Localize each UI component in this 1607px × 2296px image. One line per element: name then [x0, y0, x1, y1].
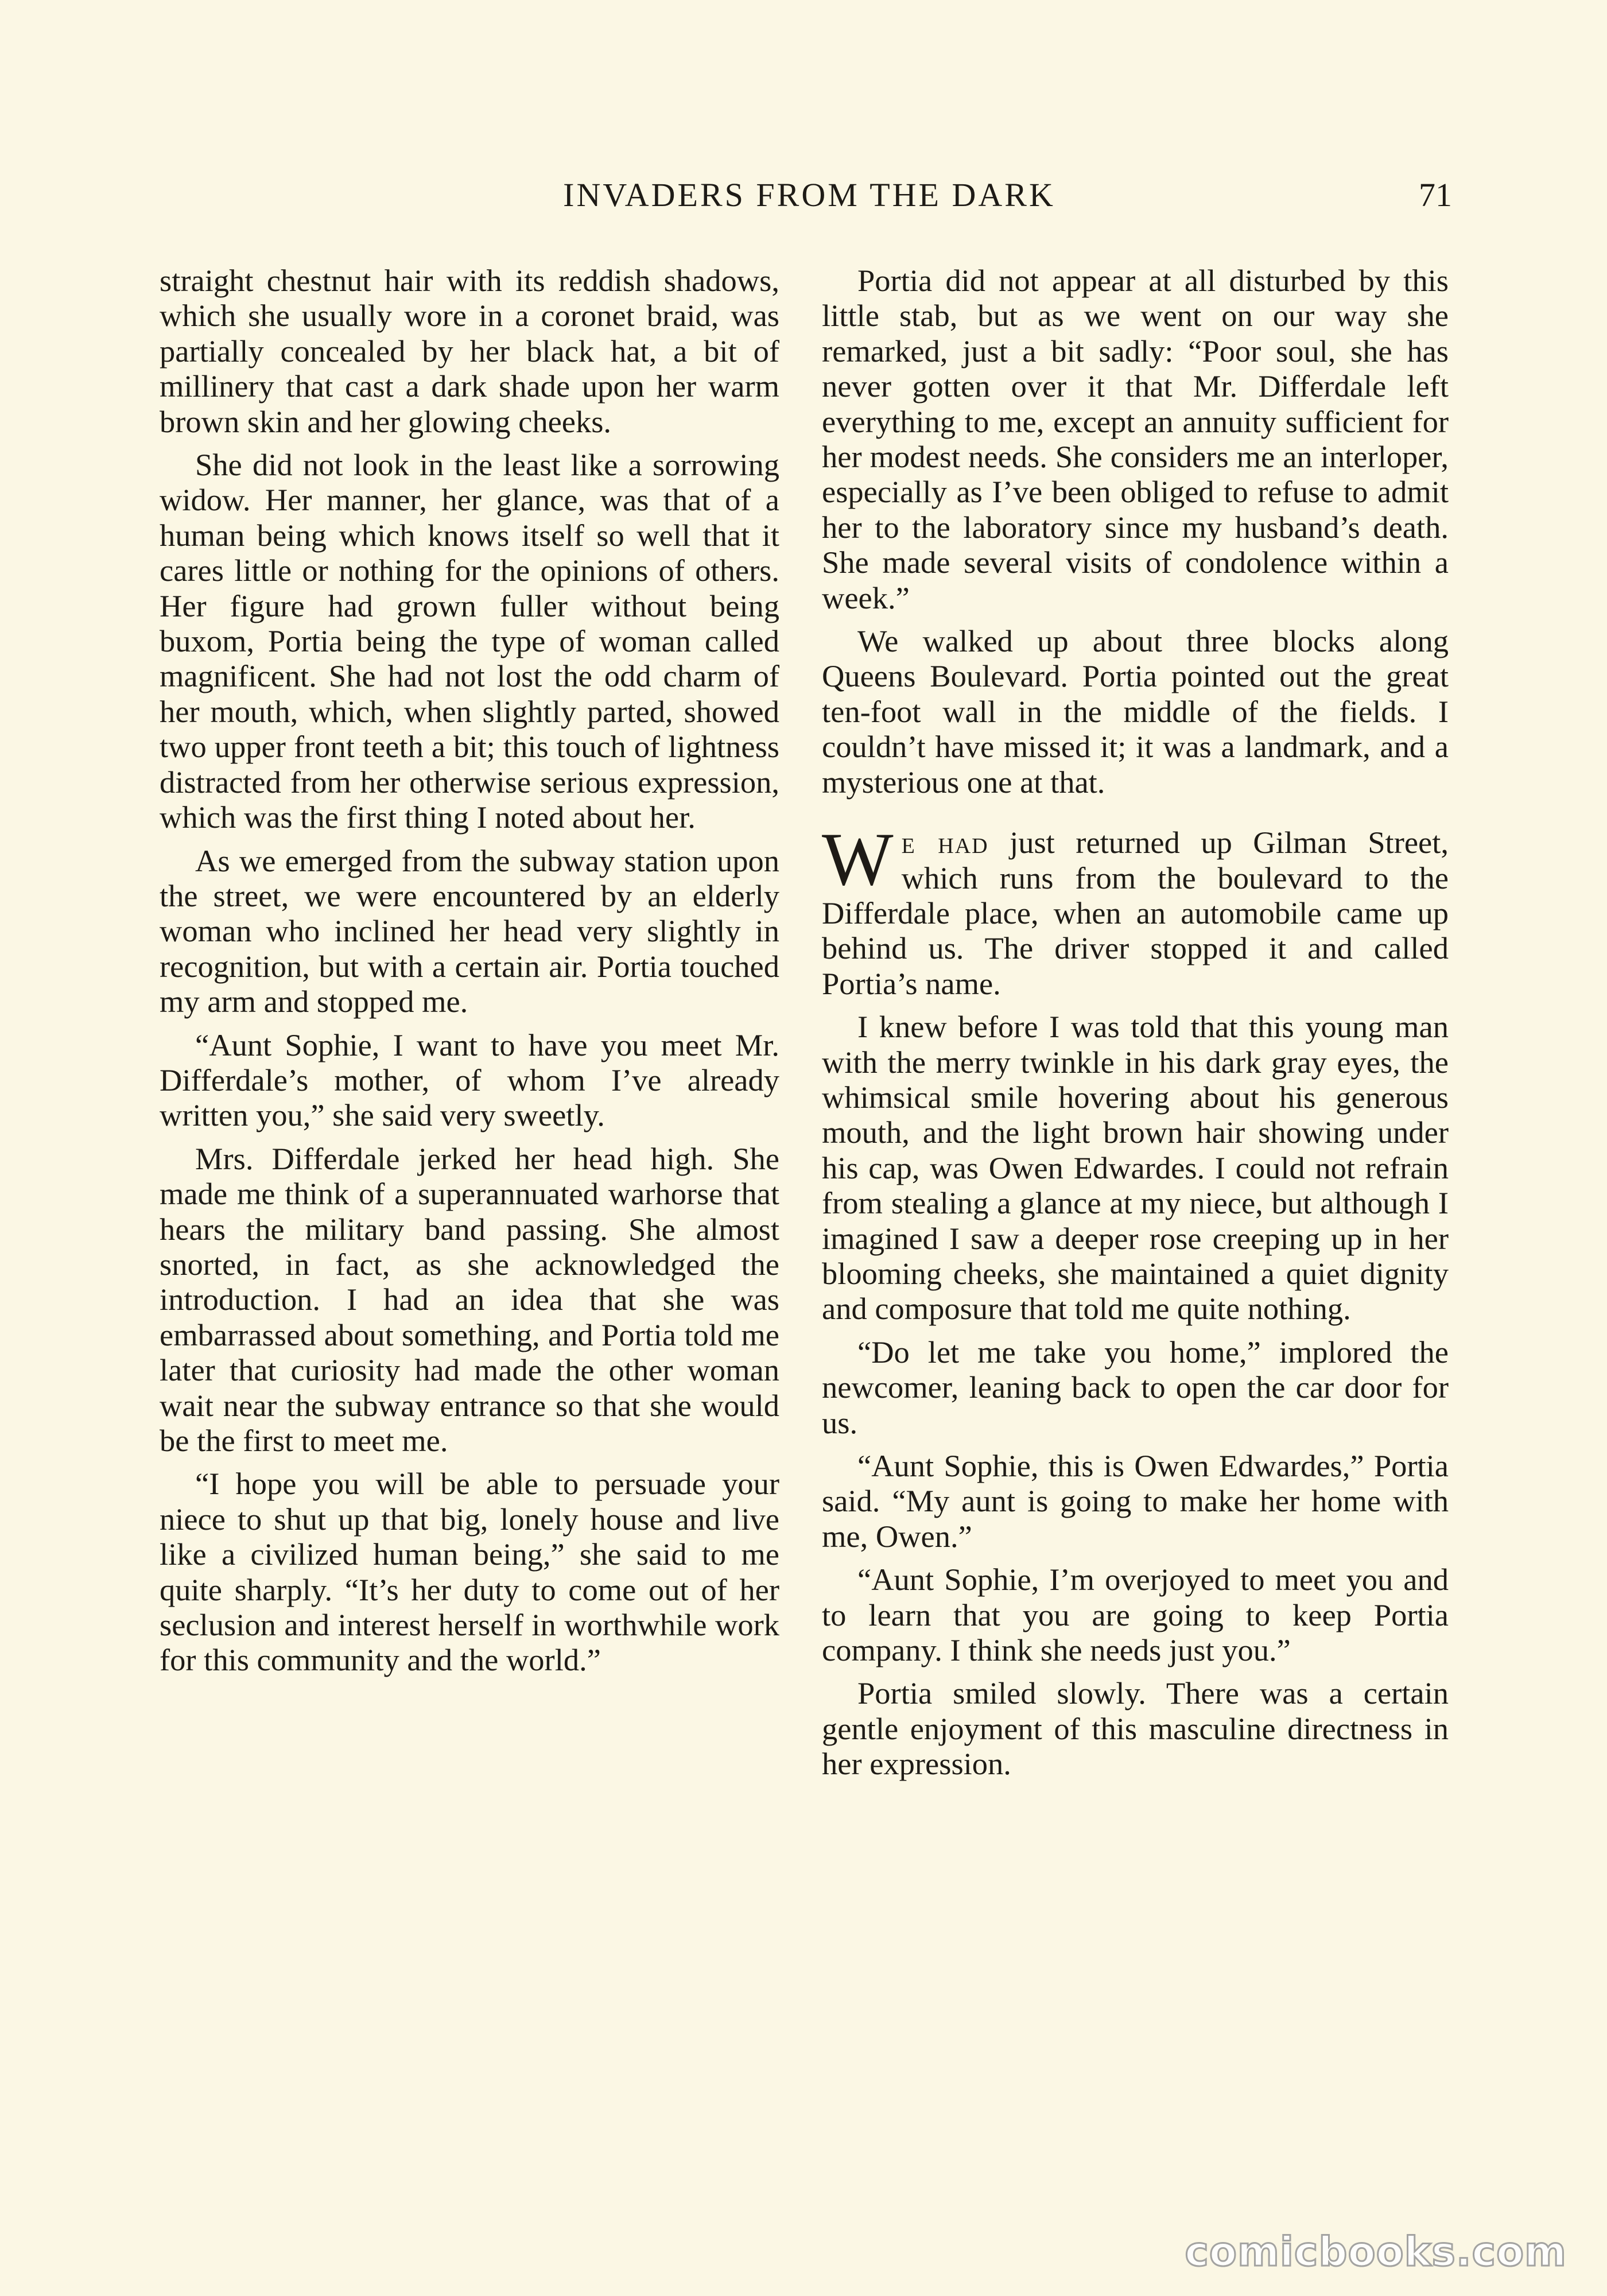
section-opening-text: just returned up Gilman Street, which runs from the boulevard to the Differdale place, when an automobile came up behind us. The driver stopped it and called Portia’s name. [822, 825, 1449, 1001]
paragraph: “Aunt Sophie, I want to have you meet Mr. Differdale’s mother, of whom I’ve already written you,” she said very sweetly. [160, 1027, 779, 1133]
paragraph: “Aunt Sophie, I’m overjoyed to meet you and to learn that you are going to keep Portia company. I think she needs just you.” [822, 1562, 1449, 1668]
paragraph: “I hope you will be able to persuade your niece to shut up that big, lonely house and live like a civilized human being,” she said to me quite sharply. “It’s her duty to come out of her seclusion and interest herself in worthwhile work for this community and the world.” [160, 1466, 779, 1678]
watermark-logo: comicbooks.com [1185, 2228, 1567, 2275]
small-caps-lead: e had [901, 825, 989, 860]
paragraph: Mrs. Differdale jerked her head high. She made me think of a superannuated warhorse that hears the military band passing. She almost snorted, in fact, as she acknowledged the introduction. I had an idea that she was embarrassed about something, and Portia told me later that curiosity had made the other woman wait near the subway entrance so that she would be the first to meet me. [160, 1141, 779, 1458]
paragraph: straight chestnut hair with its reddish shadows, which she usually wore in a coronet braid, was partially concealed by her black hat, a bit of millinery that cast a dark shade upon her warm brown skin and her glowing cheeks. [160, 263, 779, 439]
drop-cap: W [822, 817, 894, 902]
running-head [166, 172, 1452, 218]
paragraph: “Do let me take you home,” implored the newcomer, leaning back to open the car door for us. [822, 1334, 1449, 1440]
paragraph: “Aunt Sophie, this is Owen Edwardes,” Portia said. “My aunt is going to make her home with me, Owen.” [822, 1448, 1449, 1554]
paragraph: She did not look in the least like a sorrowing widow. Her manner, her glance, was that of a human being which knows itself so well that it cares little or nothing for the opinions of others. Her figure had grown fuller without being buxom, Portia being the type of woman called magnificent. She had not lost the odd charm of her mouth, which, when slightly parted, showed two upper front teeth a bit; this touch of lightness distracted from her otherwise serious expression, which was the first thing I noted about her. [160, 447, 779, 835]
paragraph: Portia smiled slowly. There was a certain gentle enjoyment of this masculine directness in her expression. [822, 1676, 1449, 1782]
paragraph: As we emerged from the subway station upon the street, we were encountered by an elderly woman who inclined her head very slightly in recognition, but with a certain air. Portia touched my arm and stopped me. [160, 843, 779, 1019]
left-column [160, 263, 779, 1686]
paragraph: We walked up about three blocks along Queens Boulevard. Portia pointed out the great ten-foot wall in the middle of the fields. I couldn’t have missed it; it was a landmark, and a mysterious one at that. [822, 623, 1449, 800]
page-number: 71 [1419, 176, 1452, 214]
paragraph: I knew before I was told that this young man with the merry twinkle in his dark gray eyes, the whimsical smile hovering about his generous mouth, and the light brown hair showing under his cap, was Owen Edwardes. I could not refrain from stealing a glance at my niece, but although I imagined I saw a deeper rose creeping up in her blooming cheeks, she maintained a quiet dignity and composure that told me quite nothing. [822, 1009, 1449, 1327]
running-title: INVADERS FROM THE DARK [563, 176, 1055, 214]
paragraph: Portia did not appear at all disturbed by this little stab, but as we went on our way she remarked, just a bit sadly: “Poor soul, she has never gotten over it that Mr. Differdale left everything to me, except an annuity sufficient for her modest needs. She considers me an interloper, especially as I’ve been obliged to refuse to admit her to the laboratory since my husband’s death. She made several visits of condolence within a week.” [822, 263, 1449, 615]
section-opening-paragraph [822, 817, 1449, 1001]
right-column [822, 263, 1449, 1790]
